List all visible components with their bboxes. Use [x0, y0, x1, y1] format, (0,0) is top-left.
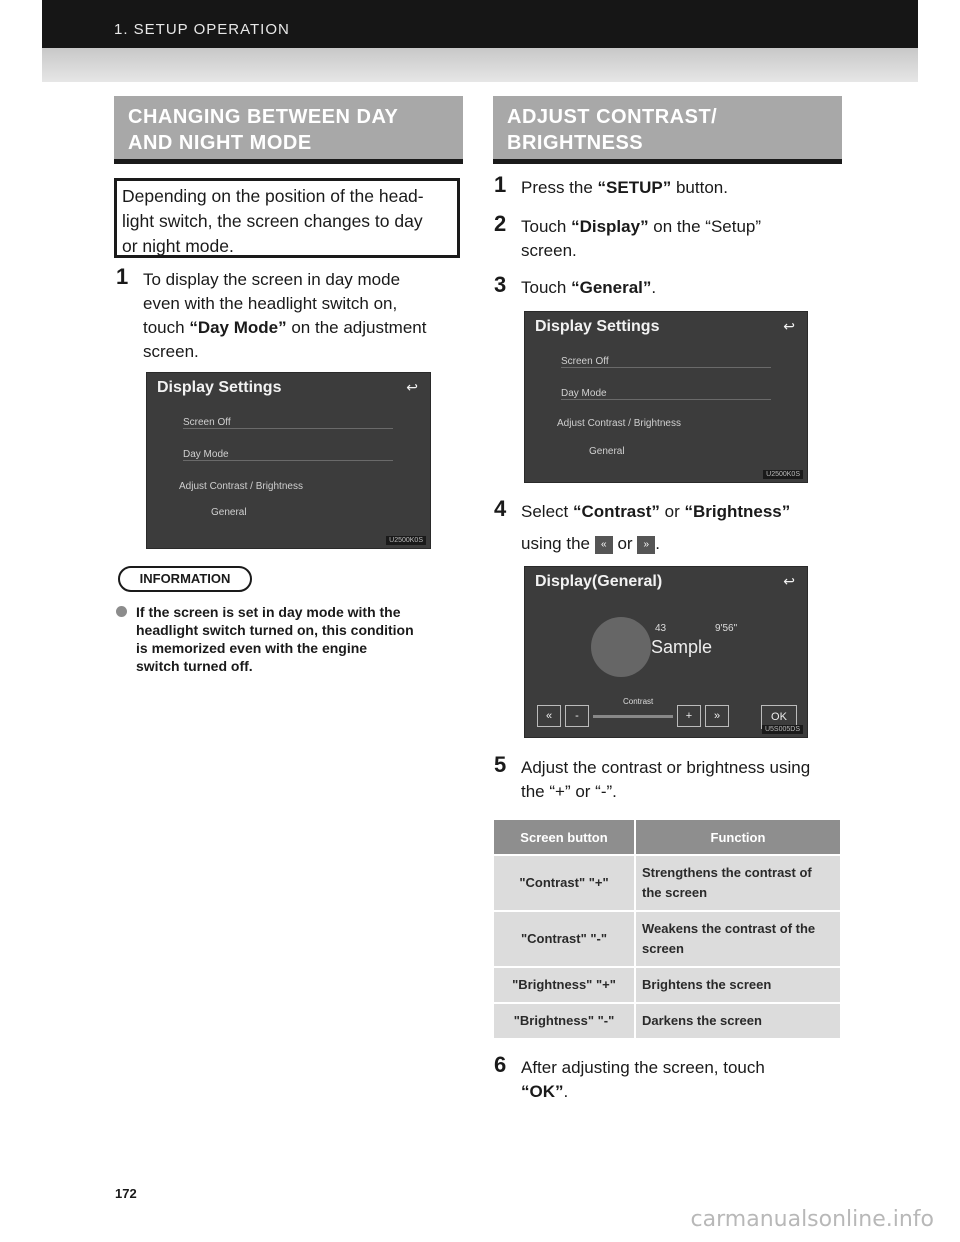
- display-general-screenshot: [524, 566, 808, 738]
- step-touch-display: 2 Touch “Display” on the “Setup” screen.: [494, 215, 842, 267]
- step-number: 6: [494, 1052, 507, 1077]
- table-cell: Weakens the contrast of the screen: [635, 911, 841, 967]
- screen-item: General: [589, 446, 625, 457]
- intro-line: or night mode.: [122, 236, 234, 256]
- screen-item: Screen Off: [561, 356, 771, 368]
- function-table: [492, 818, 842, 1040]
- display-settings-screenshot: [146, 372, 431, 549]
- step-select-contrast: 4 Select “Contrast” or “Brightness” using the « or » .: [494, 496, 791, 553]
- step-text: Adjust the contrast or brightness using: [521, 758, 811, 777]
- image-code: U2500K0S: [763, 470, 803, 479]
- step-day-mode: [116, 264, 462, 368]
- intro-line: light switch, the screen changes to day: [122, 211, 423, 231]
- heading-line: ADJUST CONTRAST/: [507, 106, 718, 128]
- step-text: screen.: [521, 241, 577, 260]
- display-settings-screenshot: [524, 311, 808, 483]
- ok-button: OK: [761, 705, 797, 729]
- bullet-icon: [116, 606, 127, 617]
- table-header: Screen button: [493, 819, 635, 855]
- screen-item: Day Mode: [183, 449, 393, 461]
- prev-button: «: [537, 705, 561, 727]
- disc-icon: [591, 617, 651, 677]
- step-press-setup: 1 Press the “SETUP” button.: [494, 172, 728, 197]
- intro-line: Depending on the position of the head-: [122, 186, 424, 206]
- heading-adjust-contrast: [493, 96, 842, 164]
- step-text: the “+” or “-”.: [521, 782, 617, 801]
- prev-arrow-icon: «: [595, 536, 613, 554]
- table-row: [493, 911, 841, 967]
- step-touch-general: 3 Touch “General”.: [494, 272, 657, 297]
- screen-item: Adjust Contrast / Brightness: [179, 481, 303, 492]
- step-text: To display the screen in day mode: [143, 270, 401, 289]
- step-number: 4: [494, 496, 507, 521]
- next-button: »: [705, 705, 729, 727]
- level-slider: [593, 715, 673, 718]
- info-text: switch turned off.: [136, 658, 253, 674]
- header-gradient-band: [42, 48, 918, 82]
- table-cell: "Contrast" "+": [493, 855, 635, 911]
- watermark: carmanualsonline.info: [690, 1207, 934, 1232]
- step-adjust-level: [494, 752, 842, 808]
- step-text: touch “Day Mode” on the adjustment: [143, 318, 427, 337]
- step-number: 2: [494, 211, 507, 236]
- back-icon: ↩: [783, 318, 795, 334]
- table-header: Function: [635, 819, 841, 855]
- step-touch-ok: 6 After adjusting the screen, touch “OK”.: [494, 1056, 842, 1108]
- table-cell: Strengthens the contrast of the screen: [635, 855, 841, 911]
- album-title: Sample: [651, 637, 713, 657]
- step-number: 1: [116, 264, 129, 289]
- table-cell: "Brightness" "-": [493, 1003, 635, 1039]
- intro-box: [114, 178, 460, 258]
- information-item: [116, 603, 460, 675]
- step-number: 1: [494, 172, 507, 197]
- table-row: [493, 855, 841, 911]
- step-text: After adjusting the screen, touch: [521, 1058, 765, 1077]
- image-code: U5S005DS: [762, 725, 803, 734]
- track-time: 9'56": [715, 623, 738, 634]
- step-text: even with the headlight switch on,: [143, 294, 398, 313]
- info-text: If the screen is set in day mode with the: [136, 604, 401, 620]
- back-icon: ↩: [406, 379, 418, 395]
- step-text: screen.: [143, 342, 199, 361]
- page-number: 172: [115, 1186, 137, 1201]
- screen-title: Display(General): [535, 573, 663, 590]
- minus-button: -: [565, 705, 589, 727]
- screen-title: Display Settings: [535, 318, 660, 335]
- info-text: headlight switch turned on, this condition: [136, 622, 414, 638]
- heading-day-night-mode: [114, 96, 463, 164]
- plus-button: +: [677, 705, 701, 727]
- table-cell: "Contrast" "-": [493, 911, 635, 967]
- table-row: [493, 1003, 841, 1039]
- heading-line: BRIGHTNESS: [507, 132, 644, 154]
- track-number: 43: [655, 623, 667, 634]
- info-text: is memorized even with the engine: [136, 640, 368, 656]
- table-cell: Darkens the screen: [635, 1003, 841, 1039]
- heading-line: CHANGING BETWEEN DAY: [128, 106, 399, 128]
- back-icon: ↩: [783, 573, 795, 589]
- screen-item: Day Mode: [561, 388, 771, 400]
- screen-item: Adjust Contrast / Brightness: [557, 418, 681, 429]
- section-title: 1. SETUP OPERATION: [114, 21, 290, 38]
- adjust-mode-label: Contrast: [623, 697, 654, 706]
- table-row: [493, 967, 841, 1003]
- heading-line: AND NIGHT MODE: [128, 132, 312, 154]
- screen-item: Screen Off: [183, 417, 393, 429]
- step-number: 5: [494, 752, 507, 777]
- information-badge: INFORMATION: [118, 566, 252, 592]
- section-header-bar: [42, 0, 918, 48]
- image-code: U2500K0S: [386, 536, 426, 545]
- screen-item: General: [211, 507, 247, 518]
- screen-title: Display Settings: [157, 379, 282, 396]
- step-number: 3: [494, 272, 507, 297]
- table-cell: "Brightness" "+": [493, 967, 635, 1003]
- next-arrow-icon: »: [637, 536, 655, 554]
- table-cell: Brightens the screen: [635, 967, 841, 1003]
